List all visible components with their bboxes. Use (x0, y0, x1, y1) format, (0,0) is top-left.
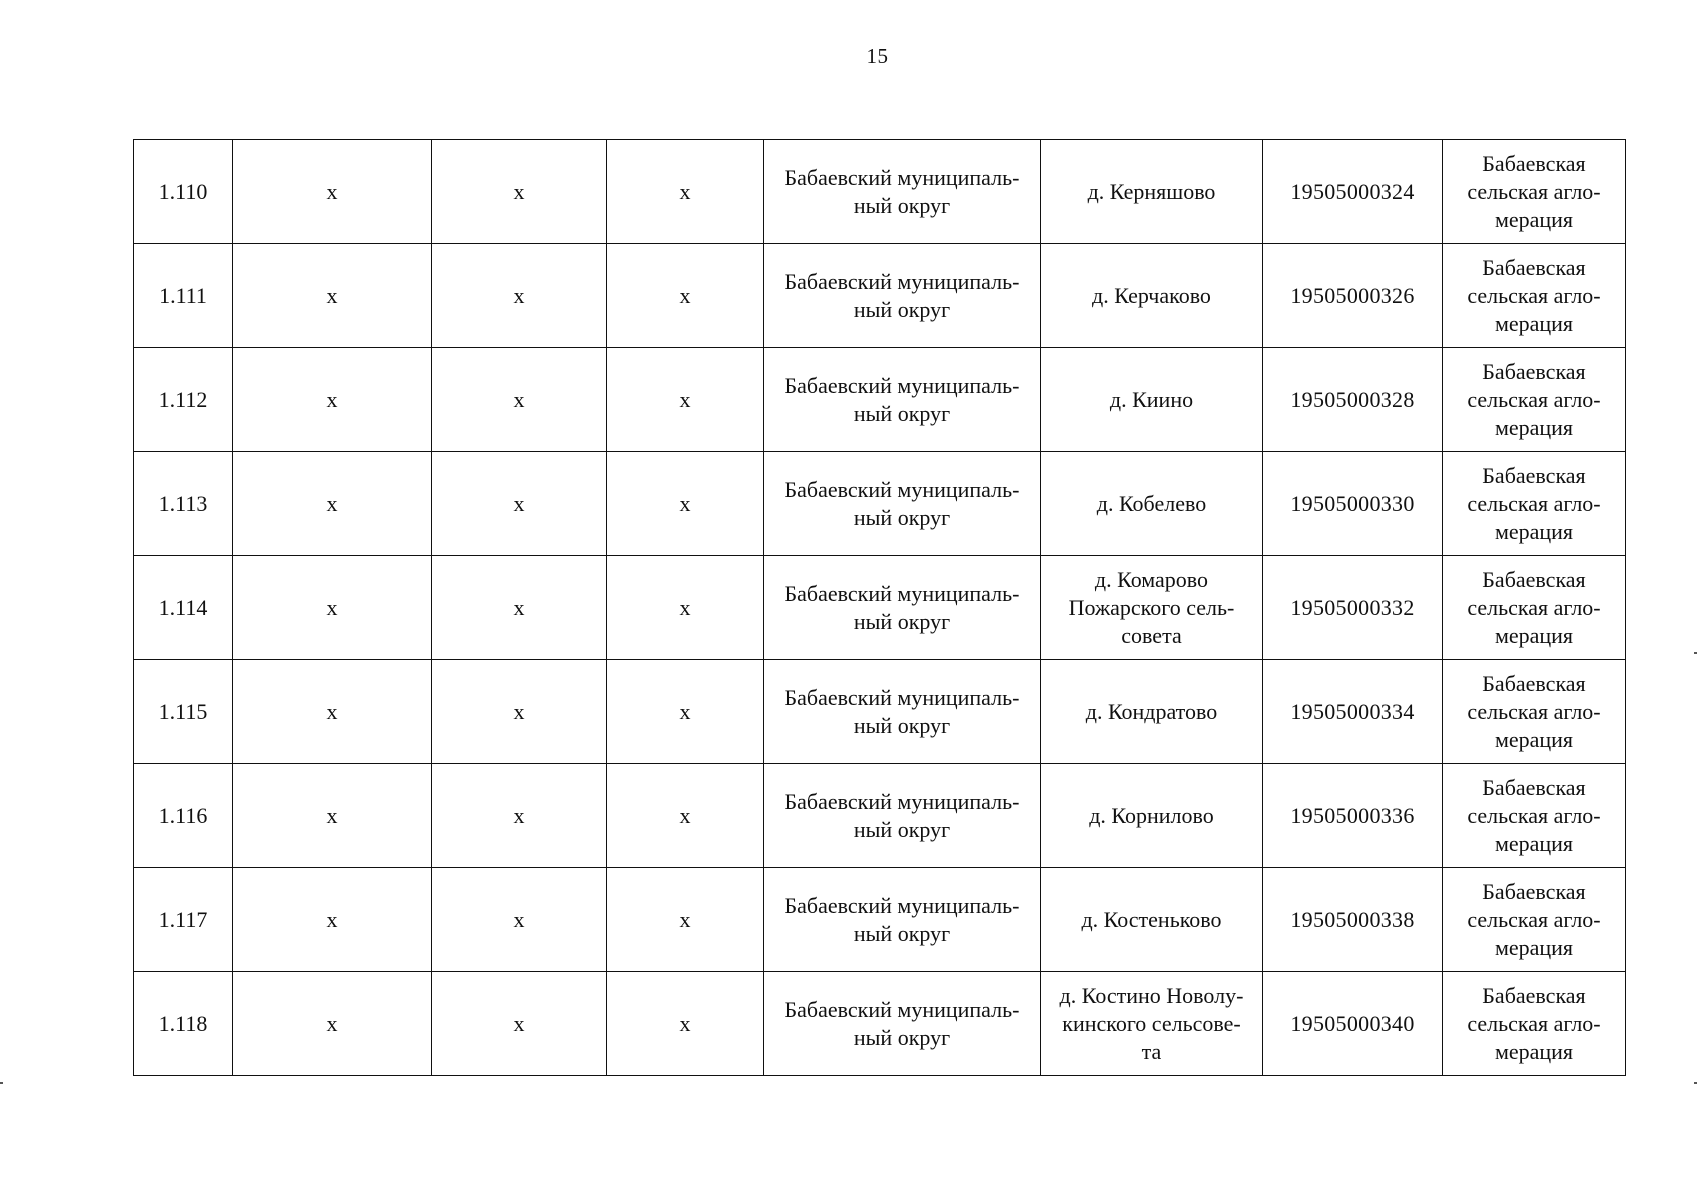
row-number-cell-text: 1.111 (159, 282, 207, 308)
placeholder-cell (607, 972, 764, 1076)
agglomeration-cell-text: Бабаевская сельская агло- мерация (1467, 150, 1601, 232)
district-cell-text: Бабаевский муниципаль- ный округ (784, 892, 1020, 946)
row-number-cell (134, 764, 233, 868)
district-cell-text: Бабаевский муниципаль- ный округ (784, 268, 1020, 322)
placeholder-cell (233, 140, 432, 244)
placeholder-cell (432, 140, 607, 244)
row-number-cell-text: 1.112 (158, 386, 208, 412)
table-row (134, 348, 1626, 452)
row-number-cell (134, 660, 233, 764)
placeholder-cell-text: x (326, 594, 338, 620)
row-number-cell (134, 452, 233, 556)
district-cell (764, 140, 1041, 244)
agglomeration-cell-text: Бабаевская сельская агло- мерация (1467, 982, 1601, 1064)
placeholder-cell (607, 660, 764, 764)
agglomeration-cell (1443, 140, 1626, 244)
district-cell (764, 556, 1041, 660)
placeholder-cell-text: x (513, 282, 525, 308)
oktmo-code-cell-text: 19505000336 (1290, 802, 1415, 828)
placeholder-cell (607, 868, 764, 972)
agglomeration-cell (1443, 972, 1626, 1076)
placeholder-cell (432, 660, 607, 764)
agglomeration-cell-text: Бабаевская сельская агло- мерация (1467, 878, 1601, 960)
district-cell-text: Бабаевский муниципаль- ный округ (784, 476, 1020, 530)
district-cell (764, 244, 1041, 348)
placeholder-cell-text: x (679, 282, 691, 308)
oktmo-code-cell-text: 19505000338 (1290, 906, 1415, 932)
placeholder-cell-text: x (326, 386, 338, 412)
placeholder-cell-text: x (679, 594, 691, 620)
locality-cell (1041, 348, 1263, 452)
oktmo-code-cell-text: 19505000340 (1290, 1010, 1415, 1036)
district-cell (764, 764, 1041, 868)
placeholder-cell-text: x (679, 802, 691, 828)
locality-cell (1041, 140, 1263, 244)
district-cell (764, 972, 1041, 1076)
placeholder-cell (432, 556, 607, 660)
placeholder-cell-text: x (326, 490, 338, 516)
placeholder-cell (607, 556, 764, 660)
row-number-cell-text: 1.110 (158, 178, 208, 204)
placeholder-cell-text: x (513, 906, 525, 932)
locality-cell (1041, 868, 1263, 972)
table-row (134, 764, 1626, 868)
oktmo-code-cell (1263, 348, 1443, 452)
row-number-cell-text: 1.114 (158, 594, 208, 620)
placeholder-cell-text: x (679, 490, 691, 516)
locality-cell (1041, 244, 1263, 348)
placeholder-cell (233, 452, 432, 556)
placeholder-cell (432, 452, 607, 556)
oktmo-code-cell (1263, 764, 1443, 868)
placeholder-cell (607, 140, 764, 244)
placeholder-cell (432, 972, 607, 1076)
placeholder-cell (432, 764, 607, 868)
placeholder-cell (432, 244, 607, 348)
locality-cell-text: д. Кобелево (1096, 490, 1207, 516)
row-number-cell-text: 1.115 (158, 698, 208, 724)
oktmo-code-cell-text: 19505000328 (1290, 386, 1415, 412)
row-number-cell-text: 1.117 (158, 906, 208, 932)
row-number-cell (134, 140, 233, 244)
table-row (134, 556, 1626, 660)
district-cell (764, 868, 1041, 972)
placeholder-cell (607, 348, 764, 452)
agglomeration-cell (1443, 764, 1626, 868)
locality-cell (1041, 660, 1263, 764)
oktmo-code-cell (1263, 660, 1443, 764)
table-row (134, 244, 1626, 348)
placeholder-cell (607, 452, 764, 556)
data-table (133, 139, 1626, 1076)
placeholder-cell (233, 764, 432, 868)
agglomeration-cell (1443, 244, 1626, 348)
district-cell (764, 660, 1041, 764)
oktmo-code-cell (1263, 972, 1443, 1076)
row-number-cell (134, 244, 233, 348)
table-row (134, 452, 1626, 556)
district-cell-text: Бабаевский муниципаль- ный округ (784, 996, 1020, 1050)
district-cell-text: Бабаевский муниципаль- ный округ (784, 372, 1020, 426)
row-number-cell (134, 972, 233, 1076)
table-row (134, 660, 1626, 764)
placeholder-cell (233, 660, 432, 764)
placeholder-cell (432, 348, 607, 452)
placeholder-cell-text: x (513, 698, 525, 724)
oktmo-code-cell-text: 19505000334 (1290, 698, 1415, 724)
placeholder-cell-text: x (679, 386, 691, 412)
oktmo-code-cell (1263, 140, 1443, 244)
placeholder-cell-text: x (679, 1010, 691, 1036)
agglomeration-cell-text: Бабаевская сельская агло- мерация (1467, 254, 1601, 336)
oktmo-code-cell (1263, 452, 1443, 556)
locality-cell-text: д. Керняшово (1087, 178, 1216, 204)
table-row (134, 972, 1626, 1076)
placeholder-cell-text: x (326, 906, 338, 932)
district-cell-text: Бабаевский муниципаль- ный округ (784, 164, 1020, 218)
row-number-cell (134, 348, 233, 452)
agglomeration-cell-text: Бабаевская сельская агло- мерация (1467, 566, 1601, 648)
locality-cell (1041, 556, 1263, 660)
agglomeration-cell (1443, 868, 1626, 972)
locality-cell-text: д. Кондратово (1085, 698, 1218, 724)
placeholder-cell-text: x (326, 282, 338, 308)
placeholder-cell-text: x (326, 698, 338, 724)
agglomeration-cell-text: Бабаевская сельская агло- мерация (1467, 670, 1601, 752)
agglomeration-cell (1443, 452, 1626, 556)
placeholder-cell-text: x (326, 802, 338, 828)
agglomeration-cell-text: Бабаевская сельская агло- мерация (1467, 774, 1601, 856)
placeholder-cell (233, 868, 432, 972)
placeholder-cell (233, 244, 432, 348)
district-cell-text: Бабаевский муниципаль- ный округ (784, 684, 1020, 738)
row-number-cell (134, 556, 233, 660)
locality-cell-text: д. Костино Новолу- кинского сельсове- та (1059, 982, 1244, 1064)
placeholder-cell-text: x (326, 178, 338, 204)
placeholder-cell-text: x (513, 386, 525, 412)
placeholder-cell-text: x (679, 698, 691, 724)
placeholder-cell-text: x (513, 178, 525, 204)
oktmo-code-cell-text: 19505000330 (1290, 490, 1415, 516)
agglomeration-cell-text: Бабаевская сельская агло- мерация (1467, 462, 1601, 544)
page-number: 15 (866, 44, 889, 68)
placeholder-cell-text: x (513, 490, 525, 516)
agglomeration-cell (1443, 660, 1626, 764)
placeholder-cell-text: x (513, 594, 525, 620)
agglomeration-cell-text: Бабаевская сельская агло- мерация (1467, 358, 1601, 440)
placeholder-cell (607, 764, 764, 868)
locality-cell (1041, 452, 1263, 556)
placeholder-cell-text: x (513, 802, 525, 828)
oktmo-code-cell (1263, 244, 1443, 348)
oktmo-code-cell (1263, 556, 1443, 660)
locality-cell-text: д. Комарово Пожарского сель- совета (1068, 566, 1235, 648)
placeholder-cell (233, 972, 432, 1076)
table-row (134, 140, 1626, 244)
placeholder-cell (432, 868, 607, 972)
placeholder-cell-text: x (513, 1010, 525, 1036)
placeholder-cell (233, 556, 432, 660)
oktmo-code-cell-text: 19505000332 (1290, 594, 1415, 620)
row-number-cell-text: 1.118 (158, 1010, 208, 1036)
placeholder-cell (233, 348, 432, 452)
table-row (134, 868, 1626, 972)
oktmo-code-cell-text: 19505000326 (1290, 282, 1415, 308)
district-cell (764, 348, 1041, 452)
row-number-cell (134, 868, 233, 972)
oktmo-code-cell (1263, 868, 1443, 972)
agglomeration-cell (1443, 556, 1626, 660)
agglomeration-cell (1443, 348, 1626, 452)
row-number-cell-text: 1.113 (158, 490, 208, 516)
placeholder-cell-text: x (679, 906, 691, 932)
placeholder-cell (607, 244, 764, 348)
placeholder-cell-text: x (679, 178, 691, 204)
row-number-cell-text: 1.116 (158, 802, 208, 828)
oktmo-code-cell-text: 19505000324 (1290, 178, 1415, 204)
locality-cell-text: д. Корнилово (1089, 802, 1214, 828)
district-cell (764, 452, 1041, 556)
placeholder-cell-text: x (326, 1010, 338, 1036)
table-body (134, 140, 1626, 1076)
locality-cell (1041, 764, 1263, 868)
district-cell-text: Бабаевский муниципаль- ный округ (784, 788, 1020, 842)
district-cell-text: Бабаевский муниципаль- ный округ (784, 580, 1020, 634)
locality-cell-text: д. Киино (1109, 386, 1194, 412)
locality-cell-text: д. Керчаково (1092, 282, 1211, 308)
locality-cell (1041, 972, 1263, 1076)
scan-edge-mark (0, 1082, 3, 1084)
locality-cell-text: д. Костеньково (1081, 906, 1222, 932)
